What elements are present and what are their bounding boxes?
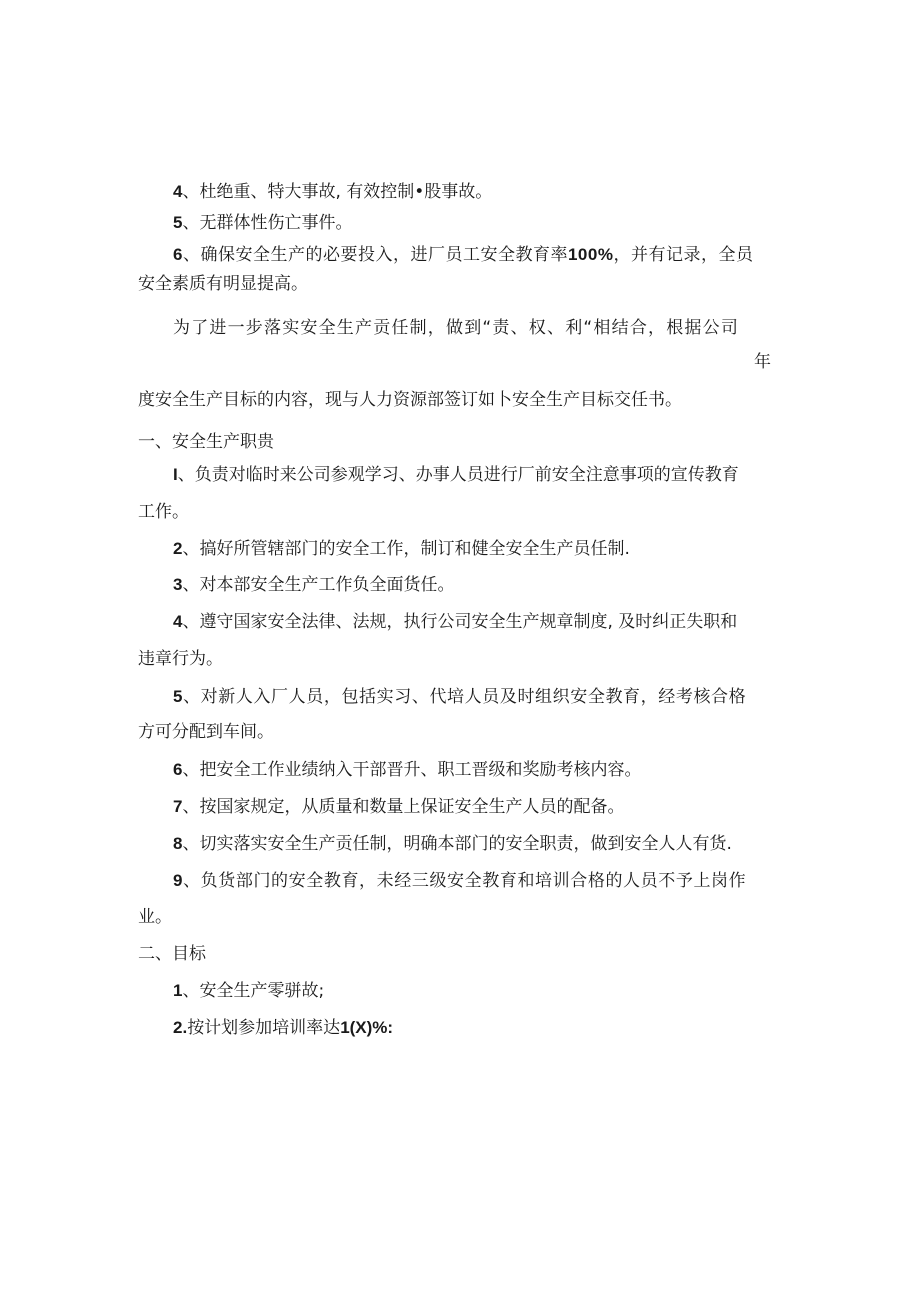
item-number: 4	[173, 182, 183, 201]
item-number: 6	[173, 760, 183, 779]
item-number: 3	[173, 575, 183, 594]
intro-line-1: 为了进一步落实安全生产贡任制，做到“责、权、利“相结合，根据公司	[173, 318, 740, 338]
item-number: 5	[173, 213, 183, 232]
duty-item-9-continuation: 业。	[138, 907, 172, 927]
duty-item-1-continuation: 工作。	[138, 502, 189, 522]
duty-item-8	[173, 832, 732, 856]
item-text: 、确保安全生产的必要投入，进厂员工安全教育率	[182, 245, 568, 265]
duty-item-4-continuation: 违章行为。	[138, 649, 223, 669]
education-rate: 100%	[567, 245, 614, 264]
item-number: 1	[173, 981, 183, 1000]
item-number: 5	[173, 687, 184, 706]
target-item-2	[173, 1016, 393, 1040]
item-text: 、按国家规定，从质量和数量上保证安全生产人员的配备。	[182, 797, 625, 817]
item-number: 7	[173, 797, 183, 816]
target-item-1	[173, 979, 324, 1003]
section-2-heading: 二、目标	[138, 944, 206, 964]
item-text: 按计划参加培训率达	[187, 1018, 341, 1038]
item-text: 、把安全工作业绩纳入干部晋升、职工晋级和奖励考核内容。	[182, 760, 642, 780]
item-text: 、切实落实安全生产贡任制，明确本部门的安全职责，做到安全人人有货.	[182, 834, 732, 854]
duty-item-9	[173, 869, 746, 893]
item-number: 4	[173, 612, 183, 631]
duty-item-5-continuation: 方可分配到车间。	[138, 722, 274, 742]
item-text: 、安全生产零骈故;	[182, 981, 325, 1001]
top-item-5	[173, 211, 352, 235]
item-text: 、杜绝重、特大事故, 有效控制•股事故。	[182, 182, 493, 202]
item-text: 、对本部安全生产工作负全面货任。	[182, 575, 455, 595]
item-number: 8	[173, 834, 183, 853]
item-text: ，并有记录，全员	[613, 245, 754, 265]
duty-item-4	[173, 610, 737, 634]
duty-item-3	[173, 573, 454, 597]
item-number: 6	[173, 245, 183, 264]
top-item-4	[173, 180, 492, 204]
duty-item-2	[173, 537, 630, 561]
duty-item-7	[173, 795, 624, 819]
item-number: 9	[173, 871, 184, 890]
intro-year: 年	[754, 352, 771, 372]
item-text: 、负责对临时来公司参观学习、办事人员进行厂前安全注意事项的宣传教育	[177, 465, 739, 485]
item-text: 、无群体性伤亡事件。	[182, 213, 353, 233]
item-text: 、对新人入厂人员，包括实习、代培人员及时组织安全教育，经考核合格	[183, 687, 747, 707]
section-1-heading: 一、安全生产职贵	[138, 432, 274, 452]
training-rate: 1(X)%:	[340, 1018, 394, 1037]
item-text: 、遵守国家安全法律、法规，执行公司安全生产规章制度, 及时纠正失职和	[182, 612, 738, 632]
item-text: 、搞好所管辖部门的安全工作，制订和健全安全生产员任制.	[182, 539, 630, 559]
duty-item-1	[173, 463, 739, 487]
top-item-6	[173, 243, 753, 267]
duty-item-6	[173, 758, 641, 782]
item-number: 2.	[173, 1018, 188, 1037]
duty-item-5	[173, 685, 746, 709]
item-number: 2	[173, 539, 183, 558]
top-item-6-continuation	[138, 272, 308, 296]
item-text: 、负货部门的安全教育，未经三级安全教育和培训合格的人员不予上岗作	[183, 871, 747, 891]
item-number: I	[173, 465, 178, 484]
intro-line-2: 度安全生产目标的内容，现与人力资源部签订如卜安全生产目标交任书。	[138, 390, 682, 410]
item-text: 安全素质有明显提高。	[138, 274, 308, 294]
